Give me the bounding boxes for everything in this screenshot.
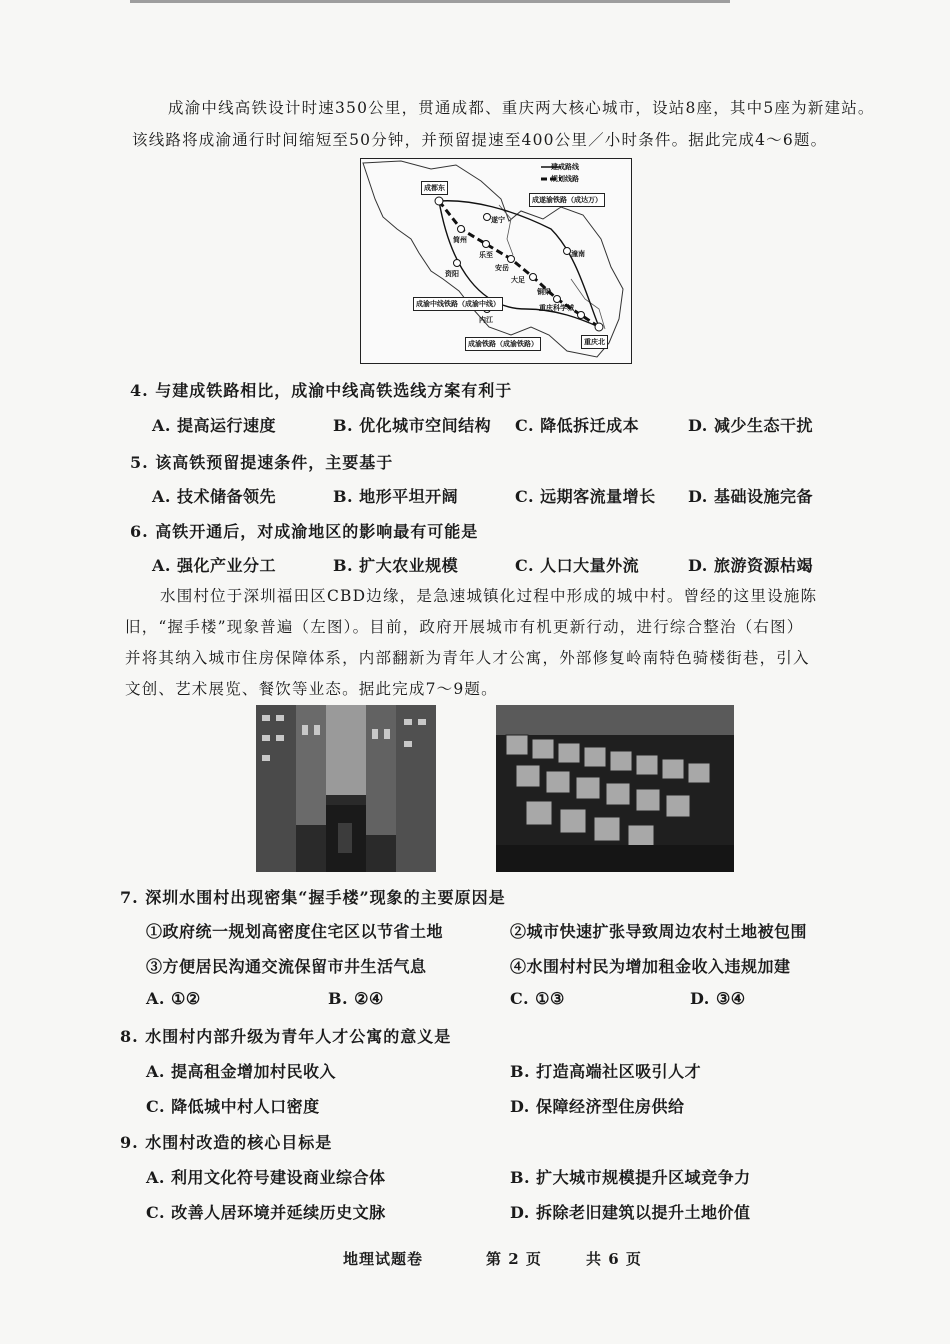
railway-box-label: 成遂渝铁路（成达万） — [529, 193, 605, 207]
q8-option-a: A. 提高租金增加村民收入 — [146, 1062, 337, 1081]
footer-total-pages: 共 6 页 — [586, 1250, 642, 1268]
q7-stem: 7. 深圳水围村出现密集“握手楼”现象的主要原因是 — [120, 888, 506, 907]
station-label: 乐至 — [479, 251, 493, 259]
q6-stem: 6. 高铁开通后，对成渝地区的影响最有可能是 — [130, 522, 479, 541]
q7-statement-4: ④水围村村民为增加租金收入违规加建 — [510, 957, 791, 976]
q4-option-b: B. 优化城市空间结构 — [333, 416, 492, 435]
q8-option-b: B. 打造高端社区吸引人才 — [510, 1062, 702, 1081]
station-label: 安岳 — [495, 264, 509, 272]
railway-box-label: 成渝中线铁路（成渝中线） — [413, 297, 503, 311]
station-label: 大足 — [511, 276, 525, 284]
intro1-line2: 该线路将成渝通行时间缩短至50分钟，并预留提速至400公里／小时条件。据此完成4～6题。 — [132, 131, 828, 149]
intro2-line4: 文创、艺术展览、餐饮等业态。据此完成7～9题。 — [125, 680, 498, 698]
footer-subject: 地理试题卷 — [343, 1250, 424, 1268]
intro2-line1: 水围村位于深圳福田区CBD边缘，是急速城镇化过程中形成的城中村。曾经的这里设施陈 — [160, 587, 818, 605]
q8-option-d: D. 保障经济型住房供给 — [510, 1097, 685, 1116]
station-label: 内江 — [479, 316, 493, 324]
station-label: 重庆科学城 — [539, 304, 574, 312]
q8-option-c: C. 降低城中村人口密度 — [146, 1097, 320, 1116]
photo-renovated-village — [496, 705, 734, 872]
q4-option-d: D. 减少生态干扰 — [688, 416, 813, 435]
map-drawing — [361, 159, 631, 363]
legend-built: 建成路线 — [551, 163, 579, 171]
q9-option-c: C. 改善人居环境并延续历史文脉 — [146, 1203, 386, 1222]
q4-stem: 4. 与建成铁路相比，成渝中线高铁选线方案有利于 — [130, 381, 513, 400]
station-label: 成都东 — [421, 181, 448, 195]
intro2-line3: 并将其纳入城市住房保障体系，内部翻新为青年人才公寓，外部修复岭南特色骑楼街巷，引入 — [125, 649, 810, 667]
q6-option-a: A. 强化产业分工 — [152, 556, 277, 575]
q7-option-c: C. ①③ — [510, 989, 565, 1008]
q7-option-b: B. ②④ — [328, 989, 384, 1008]
q7-statement-1: ①政府统一规划高密度住宅区以节省土地 — [146, 922, 444, 941]
intro2-line2: 旧，“握手楼”现象普遍（左图）。目前，政府开展城市有机更新行动，进行综合整治（右图） — [125, 618, 804, 636]
q4-option-a: A. 提高运行速度 — [152, 416, 277, 435]
station-label: 铜梁 — [537, 288, 551, 296]
q5-option-d: D. 基础设施完备 — [688, 487, 813, 506]
station-label: 简州 — [453, 236, 467, 244]
q5-stem: 5. 该高铁预留提速条件，主要基于 — [130, 453, 394, 472]
q5-option-b: B. 地形平坦开阔 — [333, 487, 459, 506]
legend-planned: 规划线路 — [551, 175, 579, 183]
q5-option-a: A. 技术储备领先 — [152, 487, 277, 506]
station-label: 潼南 — [571, 250, 585, 258]
railway-box-label: 成渝铁路（成渝铁路） — [465, 337, 541, 351]
q6-option-b: B. 扩大农业规模 — [333, 556, 459, 575]
q7-statement-3: ③方便居民沟通交流保留市井生活气息 — [146, 957, 427, 976]
photo-handshake-buildings — [256, 705, 436, 872]
q9-stem: 9. 水围村改造的核心目标是 — [120, 1133, 333, 1152]
q9-option-d: D. 拆除老旧建筑以提升土地价值 — [510, 1203, 751, 1222]
station-label: 资阳 — [445, 270, 459, 278]
q7-option-d: D. ③④ — [690, 989, 746, 1008]
q9-option-a: A. 利用文化符号建设商业综合体 — [146, 1168, 386, 1187]
station-label: 重庆北 — [581, 335, 608, 349]
q4-option-c: C. 降低拆迁成本 — [515, 416, 640, 435]
q6-option-c: C. 人口大量外流 — [515, 556, 640, 575]
q5-option-c: C. 远期客流量增长 — [515, 487, 656, 506]
q8-stem: 8. 水围村内部升级为青年人才公寓的意义是 — [120, 1027, 452, 1046]
station-label: 遂宁 — [491, 216, 505, 224]
scan-edge-line — [130, 0, 730, 3]
q9-option-b: B. 扩大城市规模提升区域竞争力 — [510, 1168, 751, 1187]
railway-map — [360, 158, 632, 364]
q7-statement-2: ②城市快速扩张导致周边农村土地被包围 — [510, 922, 808, 941]
q6-option-d: D. 旅游资源枯竭 — [688, 556, 813, 575]
intro1-line1: 成渝中线高铁设计时速350公里，贯通成都、重庆两大核心城市，设站8座，其中5座为新建站。 — [168, 99, 875, 117]
q7-option-a: A. ①② — [146, 989, 201, 1008]
footer-page-number: 第 2 页 — [486, 1250, 542, 1268]
